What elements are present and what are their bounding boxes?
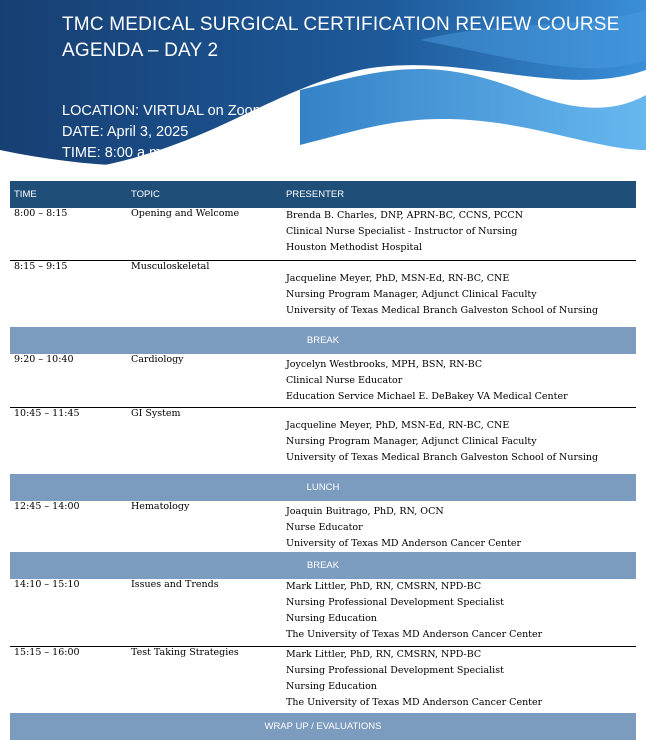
session-presenter <box>282 579 636 646</box>
course-title: TMC MEDICAL SURGICAL CERTIFICATION REVIEW COURSE <box>62 14 620 35</box>
row-spacer <box>10 319 636 327</box>
presenter-line: Joycelyn Westbrooks, MPH, BSN, RN-BC <box>286 358 483 370</box>
table-row <box>10 354 636 408</box>
table-header-row <box>10 181 636 208</box>
session-time: 8:15 – 9:15 <box>14 260 68 272</box>
session-topic: Opening and Welcome <box>131 208 240 219</box>
session-time: 10:45 – 11:45 <box>14 408 80 419</box>
session-time: 12:45 – 14:00 <box>14 501 80 512</box>
presenter-line: Houston Methodist Hospital <box>286 242 423 253</box>
time-text: TIME: 8:00 a.m. – 5:00 p.m. <box>62 145 242 161</box>
table-row <box>10 260 636 319</box>
presenter-line: Clinical Nurse Educator <box>286 374 403 386</box>
date-text: DATE: April 3, 2025 <box>62 124 189 140</box>
session-topic: Cardiology <box>131 353 184 365</box>
presenter-line: Nursing Program Manager, Adjunct Clinical Faculty <box>286 288 537 300</box>
session-topic: Issues and Trends <box>131 579 219 590</box>
lunch-row <box>10 474 636 501</box>
break-row <box>10 327 636 354</box>
presenter-line: The University of Texas MD Anderson Cancer Center <box>286 629 543 640</box>
lunch-label: LUNCH <box>10 474 636 501</box>
presenter-line: Nursing Education <box>286 613 377 624</box>
session-topic: Musculoskeletal <box>131 260 210 272</box>
presenter-line: Jacqueline Meyer, PhD, MSN-Ed, RN-BC, CNE <box>286 272 510 284</box>
session-presenter <box>282 354 636 408</box>
table-row <box>10 408 636 467</box>
session-topic: Hematology <box>131 501 190 512</box>
break-label: BREAK <box>10 327 636 354</box>
presenter-line: University of Texas Medical Branch Galveston School of Nursing <box>286 452 599 463</box>
break-row <box>10 552 636 579</box>
presenter-line: Mark Littler, PhD, RN, CMSRN, NPD-BC <box>286 648 482 660</box>
presenter-line: University of Texas MD Anderson Cancer Center <box>286 538 522 549</box>
presenter-line: Education Service Michael E. DeBakey VA Medical Center <box>286 390 568 402</box>
session-time: 14:10 – 15:10 <box>14 579 80 590</box>
break-label: BREAK <box>10 552 636 579</box>
presenter-line: Clinical Nurse Specialist - Instructor of Nursing <box>286 226 518 237</box>
session-time: 9:20 – 10:40 <box>14 353 74 365</box>
table-row <box>10 208 636 260</box>
session-presenter <box>282 646 636 713</box>
table-row <box>10 646 636 713</box>
presenter-line: Joaquin Buitrago, PhD, RN, OCN <box>286 506 444 517</box>
column-header-time: TIME <box>10 181 127 208</box>
session-presenter <box>282 208 636 260</box>
header-banner <box>0 0 646 185</box>
presenter-line: Brenda B. Charles, DNP, APRN-BC, CCNS, PCCN <box>286 210 524 221</box>
presenter-line: Jacqueline Meyer, PhD, MSN-Ed, RN-BC, CNE <box>286 420 510 431</box>
presenter-line: Nurse Educator <box>286 522 363 533</box>
presenter-line: Nursing Professional Development Specialist <box>286 664 504 676</box>
wrap-up-label: WRAP UP / EVALUATIONS <box>10 713 636 740</box>
agenda-table <box>10 181 636 740</box>
row-spacer <box>10 466 636 474</box>
session-topic: GI System <box>131 408 181 419</box>
column-header-topic: TOPIC <box>127 181 282 208</box>
presenter-line: Mark Littler, PhD, RN, CMSRN, NPD-BC <box>286 581 482 592</box>
session-topic: Test Taking Strategies <box>131 646 239 658</box>
table-row <box>10 579 636 646</box>
table-row <box>10 501 636 552</box>
location-text: LOCATION: VIRTUAL on Zoom <box>62 103 265 119</box>
presenter-line: University of Texas Medical Branch Galveston School of Nursing <box>286 304 599 316</box>
session-presenter <box>282 260 636 319</box>
presenter-line: Nursing Education <box>286 680 377 692</box>
session-presenter <box>282 408 636 467</box>
presenter-line: Nursing Program Manager, Adjunct Clinical Faculty <box>286 436 537 447</box>
agenda-day-title: AGENDA – DAY 2 <box>62 40 219 61</box>
presenter-line: Nursing Professional Development Specialist <box>286 597 504 608</box>
column-header-presenter: PRESENTER <box>282 181 636 208</box>
session-presenter <box>282 501 636 552</box>
session-time: 8:00 – 8:15 <box>14 208 68 219</box>
session-time: 15:15 – 16:00 <box>14 646 80 658</box>
presenter-line: The University of Texas MD Anderson Cancer Center <box>286 696 543 708</box>
